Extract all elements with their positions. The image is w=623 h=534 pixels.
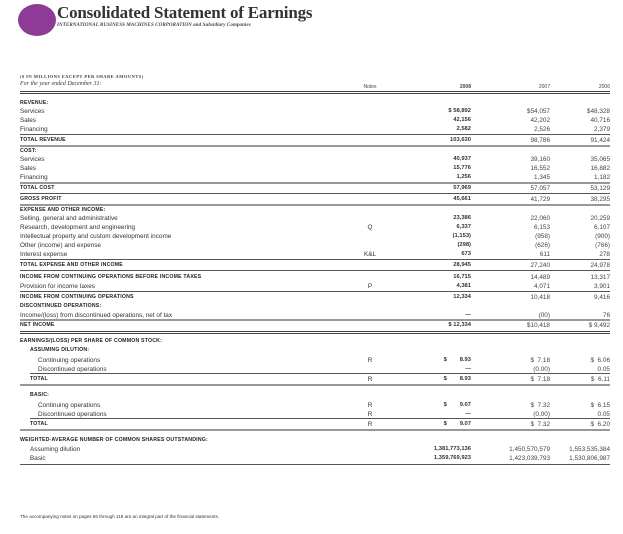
value-v1: 4,381 bbox=[456, 283, 471, 289]
value-v3: $ 6.15 bbox=[590, 402, 610, 409]
value-v1: 12,334 bbox=[453, 294, 471, 300]
value-v1: $ 9.07 bbox=[443, 402, 471, 408]
row-label: NET INCOME bbox=[20, 322, 55, 328]
row-label: TOTAL COST bbox=[20, 185, 55, 191]
value-v2: 39,160 bbox=[530, 156, 550, 163]
row-label: TOTAL bbox=[30, 376, 48, 382]
divider bbox=[20, 145, 610, 147]
value-v3: 35,065 bbox=[590, 156, 610, 163]
row-label: INCOME FROM CONTINUING OPERATIONS BEFORE INCOME TAXES bbox=[20, 274, 202, 280]
column-header-notes: Notes bbox=[363, 84, 377, 90]
value-v1: 6,337 bbox=[456, 224, 471, 230]
value-v1: 23,386 bbox=[453, 215, 471, 221]
row-label: EARNINGS/(LOSS) PER SHARE OF COMMON STOCK: bbox=[20, 338, 163, 344]
divider bbox=[30, 373, 610, 374]
value-v2: (0.00) bbox=[533, 411, 550, 418]
value-v2: 1,423,039,793 bbox=[509, 455, 550, 462]
row-label: Continuing operations bbox=[38, 402, 101, 409]
value-v2: (626) bbox=[535, 242, 550, 249]
value-v1: 16,715 bbox=[453, 274, 471, 280]
row-note: R bbox=[367, 357, 373, 364]
table-row bbox=[0, 436, 623, 445]
value-v3: 20,259 bbox=[590, 215, 610, 222]
row-label: Other (income) and expense bbox=[20, 242, 101, 249]
value-v1: 1,359,769,923 bbox=[433, 455, 471, 461]
value-v3: 76 bbox=[602, 312, 610, 319]
value-v2: 42,202 bbox=[530, 117, 550, 124]
value-v2: 1,450,570,579 bbox=[509, 446, 550, 453]
table-row bbox=[0, 214, 623, 223]
table-row bbox=[0, 282, 623, 291]
value-v3: 9,416 bbox=[594, 294, 610, 301]
table-row bbox=[0, 293, 623, 302]
row-note: R bbox=[367, 421, 373, 428]
table-row bbox=[0, 346, 623, 355]
value-v3: 13,317 bbox=[590, 274, 610, 281]
column-header-2007: 2007 bbox=[538, 84, 550, 90]
value-v1: 1,381,773,136 bbox=[433, 446, 471, 452]
value-v2: (0.00) bbox=[533, 366, 550, 373]
divider bbox=[20, 259, 610, 260]
value-v2: $10,418 bbox=[526, 322, 550, 329]
value-v2: 41,729 bbox=[530, 196, 550, 203]
value-v3: (766) bbox=[595, 242, 610, 249]
page-subtitle: INTERNATIONAL BUSINESS MACHINES CORPORATION and Subsidiary Companies bbox=[57, 23, 251, 28]
row-label: TOTAL REVENUE bbox=[20, 137, 66, 143]
row-label: Services bbox=[20, 108, 45, 115]
value-v3: 16,882 bbox=[590, 165, 610, 172]
footnote: The accompanying notes on pages 66 through 119 are an integral part of the financial statements. bbox=[20, 514, 220, 519]
table-row bbox=[0, 445, 623, 454]
value-v1: 42,156 bbox=[453, 117, 471, 123]
divider bbox=[20, 270, 610, 271]
row-label: REVENUE: bbox=[20, 100, 49, 106]
divider bbox=[20, 384, 610, 386]
value-v2: $ 7.18 bbox=[530, 357, 550, 364]
row-label: COST: bbox=[20, 148, 37, 154]
table-row bbox=[0, 116, 623, 125]
row-note: R bbox=[367, 376, 373, 383]
row-label: Provision for income taxes bbox=[20, 283, 95, 290]
row-label: Financing bbox=[20, 126, 48, 133]
value-v2: 4,071 bbox=[534, 283, 550, 290]
value-v1: $ 8.93 bbox=[443, 376, 471, 382]
value-v1: $ 9.07 bbox=[443, 421, 471, 427]
value-v3: $48,328 bbox=[586, 108, 610, 115]
value-v3: 40,716 bbox=[590, 117, 610, 124]
row-label: Basic bbox=[30, 455, 46, 462]
row-label: EXPENSE AND OTHER INCOME: bbox=[20, 207, 106, 213]
table-row bbox=[0, 184, 623, 193]
header-double-rule bbox=[20, 91, 610, 94]
row-label: Discontinued operations bbox=[38, 411, 107, 418]
value-v1: (1,153) bbox=[452, 233, 471, 239]
page-title: Consolidated Statement of Earnings bbox=[57, 3, 313, 22]
value-v2: 98,786 bbox=[530, 137, 550, 144]
column-header-2006: 2006 bbox=[598, 84, 610, 90]
value-v1: 15,776 bbox=[453, 165, 471, 171]
value-v2: 10,418 bbox=[530, 294, 550, 301]
divider bbox=[20, 134, 610, 135]
divider bbox=[20, 429, 610, 431]
value-v3: 91,424 bbox=[590, 137, 610, 144]
row-label: Sales bbox=[20, 117, 36, 124]
value-v2: 16,552 bbox=[530, 165, 550, 172]
value-v3: $ 6.11 bbox=[590, 376, 610, 383]
value-v3: 278 bbox=[599, 251, 610, 258]
value-v2: 2,526 bbox=[534, 126, 550, 133]
row-note: P bbox=[367, 283, 373, 290]
row-label: WEIGHTED-AVERAGE NUMBER OF COMMON SHARES OUTSTANDING: bbox=[20, 437, 208, 443]
value-v3: $ 6.20 bbox=[590, 421, 610, 428]
value-v3: (900) bbox=[595, 233, 610, 240]
value-v1: 45,661 bbox=[453, 196, 471, 202]
value-v1: 1,256 bbox=[456, 174, 471, 180]
value-v3: 53,129 bbox=[590, 185, 610, 192]
row-label: Interest expense bbox=[20, 251, 68, 258]
value-v3: 3,901 bbox=[594, 283, 610, 290]
value-v2: 1,345 bbox=[534, 174, 550, 181]
value-v1: — bbox=[465, 366, 471, 372]
row-label: ASSUMING DILUTION: bbox=[30, 347, 90, 353]
table-row bbox=[0, 125, 623, 134]
table-row bbox=[0, 321, 623, 330]
table-row bbox=[0, 337, 623, 346]
value-v1: $ 12,334 bbox=[448, 322, 471, 328]
row-label: Financing bbox=[20, 174, 48, 181]
table-row bbox=[0, 173, 623, 182]
table-row bbox=[0, 261, 623, 270]
row-label: Income/(loss) from discontinued operations, net of tax bbox=[20, 312, 173, 319]
value-v1: 103,630 bbox=[450, 137, 471, 143]
value-v2: 6,153 bbox=[534, 224, 550, 231]
table-row bbox=[0, 454, 623, 463]
divider bbox=[20, 182, 610, 184]
table-row bbox=[0, 232, 623, 241]
value-v2: (00) bbox=[538, 312, 550, 319]
value-v3: 2,379 bbox=[594, 126, 610, 133]
divider bbox=[20, 464, 610, 465]
row-note: Q bbox=[367, 224, 373, 231]
table-row bbox=[0, 223, 623, 232]
divider bbox=[20, 291, 610, 292]
value-v1: $ 8.93 bbox=[443, 357, 471, 363]
row-label: TOTAL bbox=[30, 421, 48, 427]
table-row bbox=[0, 302, 623, 311]
row-label: Selling, general and administrative bbox=[20, 215, 118, 222]
value-v3: 1,530,806,987 bbox=[569, 455, 610, 462]
value-v1: — bbox=[465, 411, 471, 417]
row-label: Research, development and engineering bbox=[20, 224, 136, 231]
column-header-2008: 2008 bbox=[459, 84, 471, 90]
divider bbox=[20, 204, 610, 206]
units-note: ($ IN MILLIONS EXCEPT PER SHARE AMOUNTS) bbox=[20, 74, 144, 79]
value-v3: 24,978 bbox=[590, 262, 610, 269]
row-label: Continuing operations bbox=[38, 357, 101, 364]
row-label: GROSS PROFIT bbox=[20, 196, 62, 202]
row-label: Intellectual property and custom development income bbox=[20, 233, 172, 240]
value-v2: 27,240 bbox=[530, 262, 550, 269]
value-v1: 57,969 bbox=[453, 185, 471, 191]
value-v3: $ 6.06 bbox=[590, 357, 610, 364]
value-v2: (958) bbox=[535, 233, 550, 240]
value-v3: 38,295 bbox=[590, 196, 610, 203]
value-v2: $ 7.18 bbox=[530, 376, 550, 383]
table-row bbox=[0, 155, 623, 164]
value-v3: 6,107 bbox=[594, 224, 610, 231]
row-label: DISCONTINUED OPERATIONS: bbox=[20, 303, 102, 309]
table-row bbox=[0, 250, 623, 259]
table-row bbox=[0, 195, 623, 204]
table-row bbox=[0, 136, 623, 145]
divider bbox=[30, 418, 610, 419]
value-v2: $54,057 bbox=[526, 108, 550, 115]
table-row bbox=[0, 401, 623, 410]
row-label: Discontinued operations bbox=[38, 366, 107, 373]
value-v3: 0.05 bbox=[597, 366, 610, 373]
value-v2: $ 7.32 bbox=[530, 421, 550, 428]
divider bbox=[20, 193, 610, 194]
value-v1: 40,937 bbox=[453, 156, 471, 162]
row-note: K&L bbox=[363, 251, 377, 258]
row-label: Sales bbox=[20, 165, 36, 172]
table-row bbox=[0, 273, 623, 282]
value-v1: — bbox=[465, 312, 471, 318]
table-row bbox=[0, 107, 623, 116]
table-row bbox=[0, 164, 623, 173]
value-v1: 28,945 bbox=[453, 262, 471, 268]
value-v2: 22,060 bbox=[530, 215, 550, 222]
table-row bbox=[0, 241, 623, 250]
year-ended-label: For the year ended December 31: bbox=[20, 81, 102, 87]
row-label: BASIC: bbox=[30, 392, 50, 398]
table-row bbox=[0, 356, 623, 365]
divider bbox=[20, 319, 610, 321]
value-v3: 1,553,535,384 bbox=[569, 446, 610, 453]
table-row bbox=[0, 375, 623, 384]
value-v2: 611 bbox=[539, 251, 550, 258]
row-note: R bbox=[367, 411, 373, 418]
value-v1: (298) bbox=[457, 242, 471, 248]
row-label: INCOME FROM CONTINUING OPERATIONS bbox=[20, 294, 134, 300]
value-v3: 0.05 bbox=[597, 411, 610, 418]
table-row bbox=[0, 391, 623, 400]
value-v3: 1,182 bbox=[594, 174, 610, 181]
value-v2: $ 7.32 bbox=[530, 402, 550, 409]
company-logo bbox=[18, 4, 56, 36]
value-v1: 673 bbox=[461, 251, 471, 257]
row-label: Services bbox=[20, 156, 45, 163]
table-row bbox=[0, 420, 623, 429]
value-v2: 57,057 bbox=[530, 185, 550, 192]
row-note: R bbox=[367, 402, 373, 409]
value-v3: $ 9,492 bbox=[588, 322, 610, 329]
divider bbox=[20, 331, 610, 334]
row-label: TOTAL EXPENSE AND OTHER INCOME bbox=[20, 262, 123, 268]
row-label: Assuming dilution bbox=[30, 446, 81, 453]
value-v2: 14,489 bbox=[530, 274, 550, 281]
value-v1: $ 58,892 bbox=[448, 108, 471, 114]
value-v1: 2,582 bbox=[456, 126, 471, 132]
